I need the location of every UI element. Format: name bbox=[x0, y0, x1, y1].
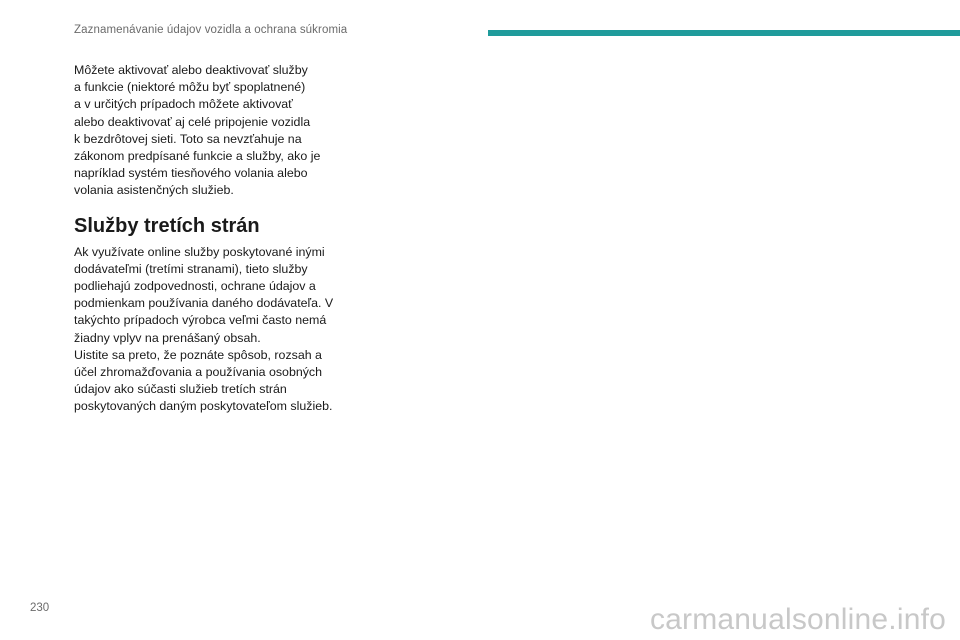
text-line: a v určitých prípadoch môžete aktivovať bbox=[74, 97, 293, 112]
text-line: volania asistenčných služieb. bbox=[74, 183, 234, 198]
text-line: takýchto prípadoch výrobca veľmi často nemá bbox=[74, 313, 327, 328]
text-line: zákonom predpísané funkcie a služby, ako je bbox=[74, 149, 321, 164]
text-line: alebo deaktivovať aj celé pripojenie vozidla bbox=[74, 114, 311, 129]
text-line: poskytovaných daným poskytovateľom služieb. bbox=[74, 399, 333, 414]
header-accent-bar bbox=[488, 30, 960, 36]
text-line: Ak využívate online služby poskytované inými bbox=[74, 244, 325, 259]
text-line: účel zhromažďovania a používania osobných bbox=[74, 365, 323, 380]
intro-paragraph bbox=[74, 62, 344, 200]
text-line: podmienkam používania daného dodávateľa. V bbox=[74, 296, 334, 311]
text-line: údajov ako súčasti služieb tretích strán bbox=[74, 382, 287, 397]
running-header: Zaznamenávanie údajov vozidla a ochrana súkromia bbox=[74, 24, 348, 36]
section-heading: Služby tretích strán bbox=[74, 214, 260, 237]
text-line: Môžete aktivovať alebo deaktivovať služby bbox=[74, 63, 308, 77]
section-paragraph bbox=[74, 244, 344, 416]
text-line: podliehajú zodpovednosti, ochrane údajov a bbox=[74, 279, 316, 294]
text-line: k bezdrôtovej sieti. Toto sa nevzťahuje na bbox=[74, 131, 302, 146]
text-line: žiadny vplyv na prenášaný obsah. bbox=[74, 330, 261, 345]
text-line: a funkcie (niektoré môžu byť spoplatnené) bbox=[74, 80, 306, 95]
text-line: napríklad systém tiesňového volania alebo bbox=[74, 166, 308, 181]
text-line: dodávateľmi (tretími stranami), tieto služby bbox=[74, 261, 308, 276]
text-column bbox=[74, 62, 344, 416]
watermark-text: carmanualsonline.info bbox=[649, 603, 946, 636]
text-line: Uistite sa preto, že poznáte spôsob, rozsah a bbox=[74, 347, 322, 362]
page-number: 230 bbox=[30, 602, 50, 614]
